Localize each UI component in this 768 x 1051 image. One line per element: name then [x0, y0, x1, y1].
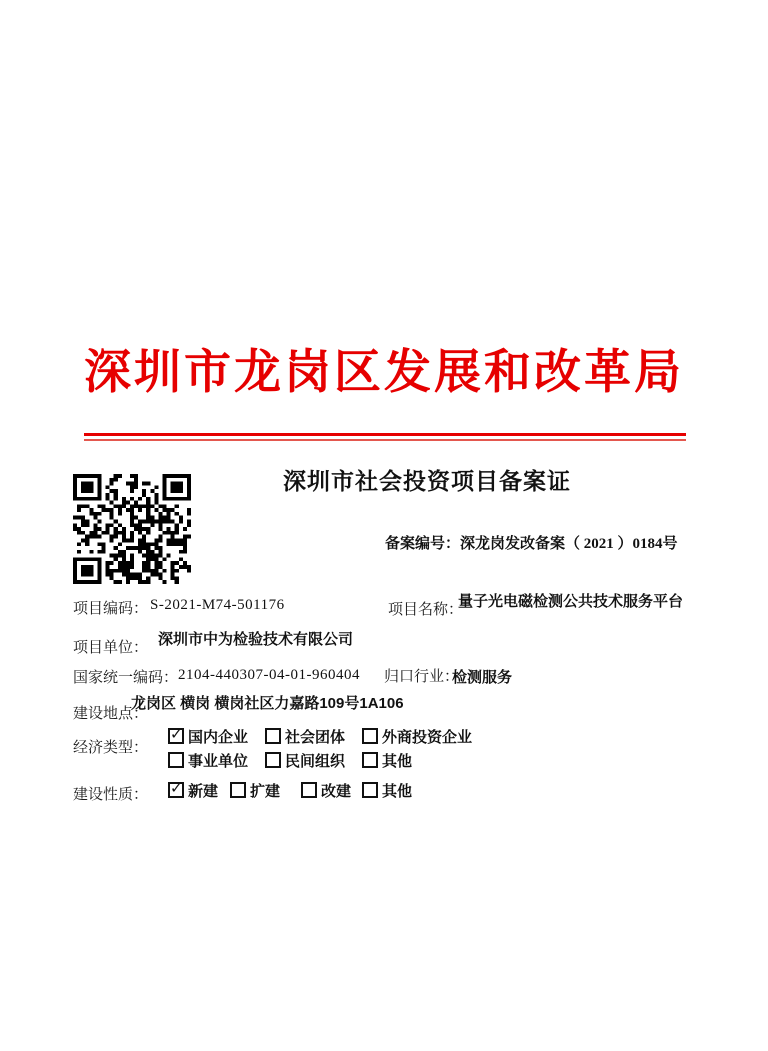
option-label: 新建	[188, 783, 219, 800]
record-number-value: 深龙岗发改备案（ 2021 ）0184号	[460, 536, 678, 552]
checkbox-checked-icon	[168, 728, 184, 744]
record-number-label: 备案编号：	[385, 536, 461, 552]
option-label: 社会团体	[285, 729, 346, 746]
economic-type-label: 经济类型：	[73, 740, 149, 756]
option-label: 外商投资企业	[382, 729, 473, 746]
option-label: 事业单位	[188, 753, 249, 770]
project-name-label: 项目名称：	[388, 602, 464, 618]
checkbox-option-domestic-enterprise	[168, 726, 248, 747]
certificate-title: 深圳市社会投资项目备案证	[283, 468, 571, 494]
checkbox-icon	[362, 728, 378, 744]
option-label: 改建	[321, 783, 352, 800]
construction-nature-label: 建设性质：	[73, 787, 149, 803]
project-code-label: 项目编码：	[73, 601, 149, 617]
checkbox-icon	[301, 782, 317, 798]
checkbox-icon	[362, 782, 378, 798]
location-value: 龙岗区 横岗 横岗社区力嘉路109号1A106	[131, 695, 404, 712]
checkbox-option-nature-other	[362, 780, 412, 801]
bureau-title: 深圳市龙岗区发展和改革局	[84, 347, 684, 399]
option-label: 扩建	[250, 783, 281, 800]
checkbox-icon	[168, 752, 184, 768]
checkbox-checked-icon	[168, 782, 184, 798]
checkbox-icon	[265, 728, 281, 744]
record-number	[385, 532, 678, 553]
rule-line-thin	[84, 439, 686, 441]
project-unit-value: 深圳市中为检验技术有限公司	[158, 631, 354, 648]
project-name-value: 量子光电磁检测公共技术服务平台	[458, 593, 684, 610]
national-code-value: 2104-440307-04-01-960404	[178, 667, 360, 683]
checkbox-option-expansion	[230, 780, 280, 801]
checkbox-option-economic-other	[362, 750, 412, 771]
industry-value: 检测服务	[452, 669, 513, 686]
option-label: 其他	[382, 753, 413, 770]
option-label: 国内企业	[188, 729, 249, 746]
option-label: 民间组织	[285, 753, 346, 770]
checkbox-option-public-institution	[168, 750, 248, 771]
rule-line-thick	[84, 433, 686, 436]
location-label: 建设地点：	[73, 706, 149, 722]
checkbox-option-civil-organization	[265, 750, 345, 771]
double-rule	[84, 433, 686, 441]
national-code-label: 国家统一编码：	[73, 670, 179, 686]
checkbox-option-social-organization	[265, 726, 345, 747]
industry-label: 归口行业：	[384, 669, 460, 685]
checkbox-icon	[265, 752, 281, 768]
project-code-value: S-2021-M74-501176	[150, 597, 285, 613]
checkbox-icon	[362, 752, 378, 768]
checkbox-option-renovation	[301, 780, 351, 801]
checkbox-icon	[230, 782, 246, 798]
checkbox-option-new-construction	[168, 780, 218, 801]
checkbox-option-foreign-investment	[362, 726, 472, 747]
qr-code-icon	[73, 474, 191, 584]
project-unit-label: 项目单位：	[73, 640, 149, 656]
option-label: 其他	[382, 783, 413, 800]
